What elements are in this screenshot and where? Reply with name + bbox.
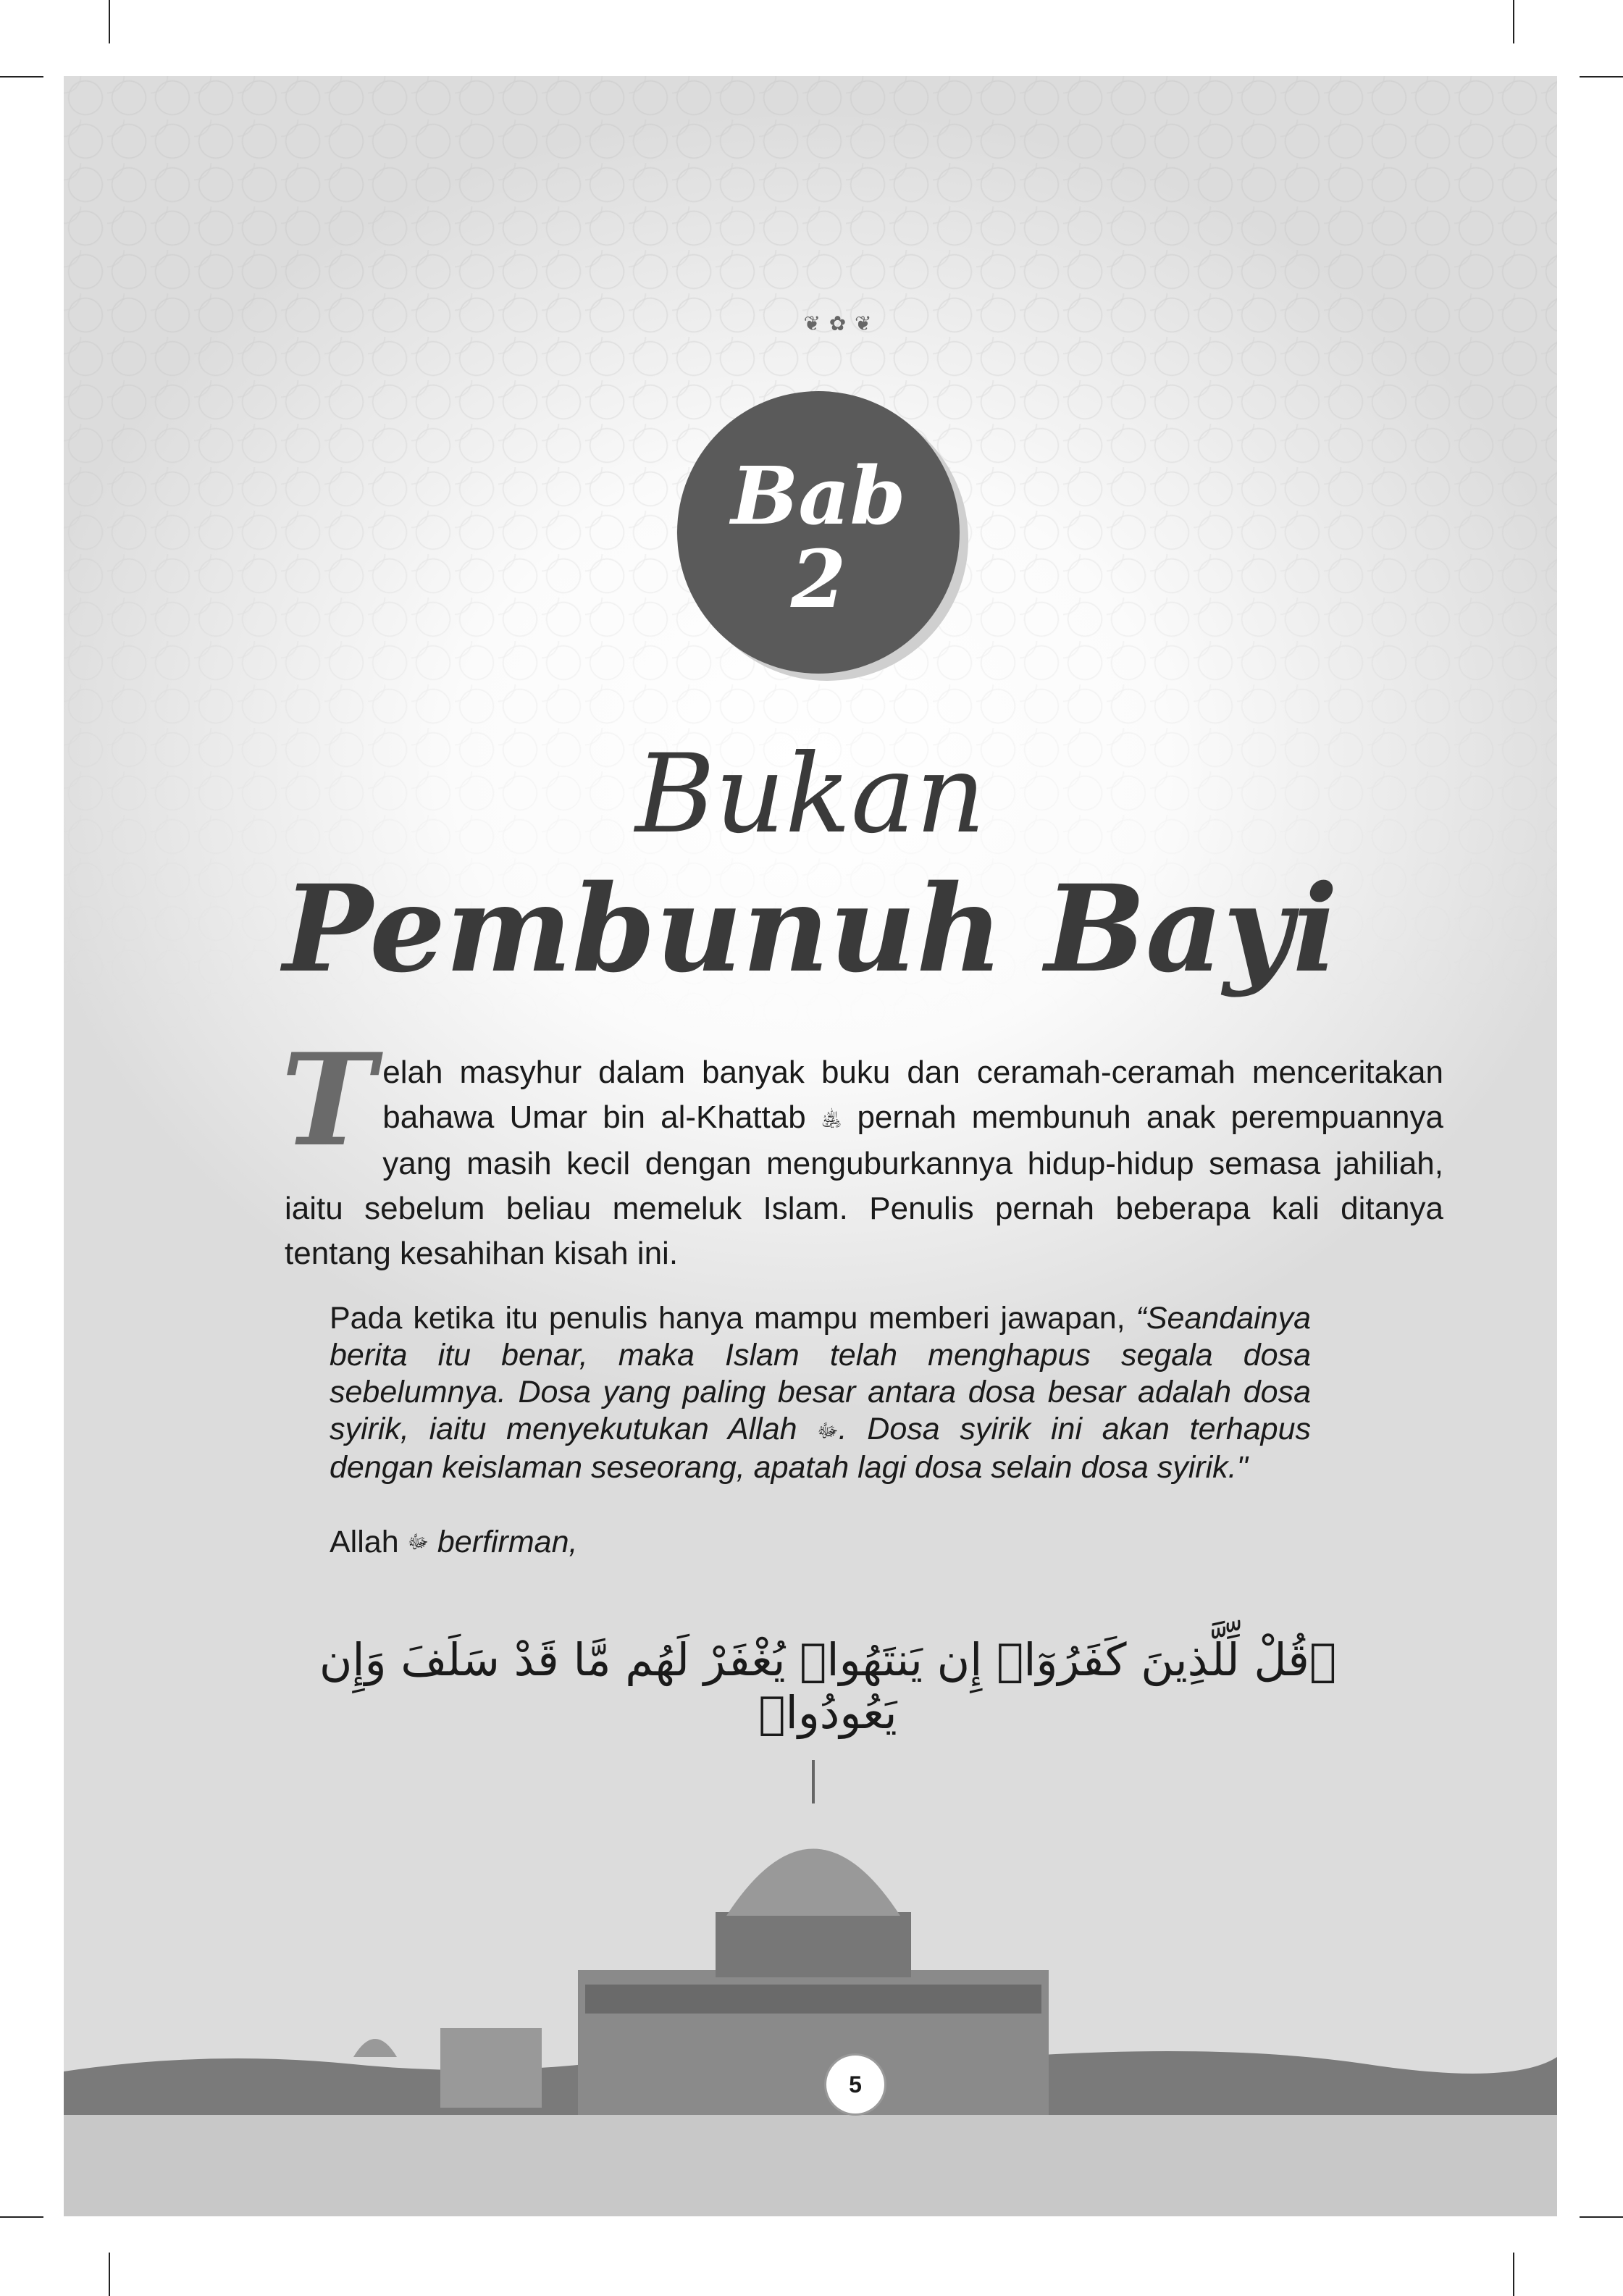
crop-mark bbox=[109, 0, 110, 43]
quran-verse: ﴿قُلْ لِّلَّذِينَ كَفَرُوٓا۟ إِن يَنتَهُوا۟ يُغْفَرْ لَهُم مَّا قَدْ سَلَفَ وَإِن يَعُودُوا۟ bbox=[319, 1633, 1337, 1739]
intro-paragraph bbox=[281, 1026, 1443, 1276]
quote-italic: “Seandainya berita itu benar, maka Islam telah menghapus segala dosa sebelumnya. Dosa yang paling besar antara dosa besar adalah dosa syirik, iaitu menyekutukan Allah bbox=[330, 1301, 1311, 1446]
crop-mark bbox=[0, 2216, 43, 2218]
crop-mark bbox=[1580, 2216, 1623, 2218]
ornament-divider-icon: ❦ ✿ ❦ bbox=[803, 312, 873, 335]
chapter-badge bbox=[677, 391, 960, 674]
chapter-label: Bab bbox=[731, 449, 906, 542]
page-number: 5 bbox=[824, 2053, 886, 2116]
allah-line bbox=[330, 1525, 577, 1560]
crop-mark bbox=[1580, 76, 1623, 77]
honorific-symbol: ﷻ bbox=[817, 1420, 839, 1442]
crop-mark bbox=[1513, 0, 1514, 43]
berfirman-text: berfirman, bbox=[428, 1525, 578, 1559]
crop-mark bbox=[0, 76, 43, 77]
allah-text: Allah bbox=[330, 1525, 408, 1559]
chapter-title-line2: Pembunuh Bayi bbox=[282, 858, 1338, 999]
crop-mark bbox=[1513, 2253, 1514, 2296]
chapter-title-line1: Bukan bbox=[635, 732, 986, 858]
drop-cap: T bbox=[281, 1026, 376, 1175]
book-page bbox=[64, 76, 1557, 2216]
intro-text: elah masyhur dalam banyak buku dan ceramah-ceramah menceritakan bahawa Umar bin al-Khattab bbox=[382, 1055, 1443, 1135]
chapter-number: 2 bbox=[790, 532, 847, 626]
dome-of-the-rock-image bbox=[64, 1753, 1557, 2216]
quote-paragraph bbox=[330, 1300, 1311, 1486]
honorific-symbol: ﷻ bbox=[407, 1530, 429, 1553]
intro-text-2: pernah membunuh anak perempuannya yang masih kecil dengan menguburkannya hidup-hidup semasa jahiliah, iaitu sebelum beliau memeluk Islam. Penulis pernah beberapa kali ditanya tentang kesahihan kisah ini. bbox=[285, 1099, 1443, 1272]
quote-lead: Pada ketika itu penulis hanya mampu memberi jawapan, bbox=[330, 1301, 1136, 1336]
crop-mark bbox=[109, 2253, 110, 2296]
honorific-symbol: ﵁ bbox=[821, 1108, 842, 1131]
quote-italic-2: . Dosa syirik ini akan terhapus dengan keislaman seseorang, apatah lagi dosa selain dosa syirik." bbox=[330, 1412, 1312, 1486]
